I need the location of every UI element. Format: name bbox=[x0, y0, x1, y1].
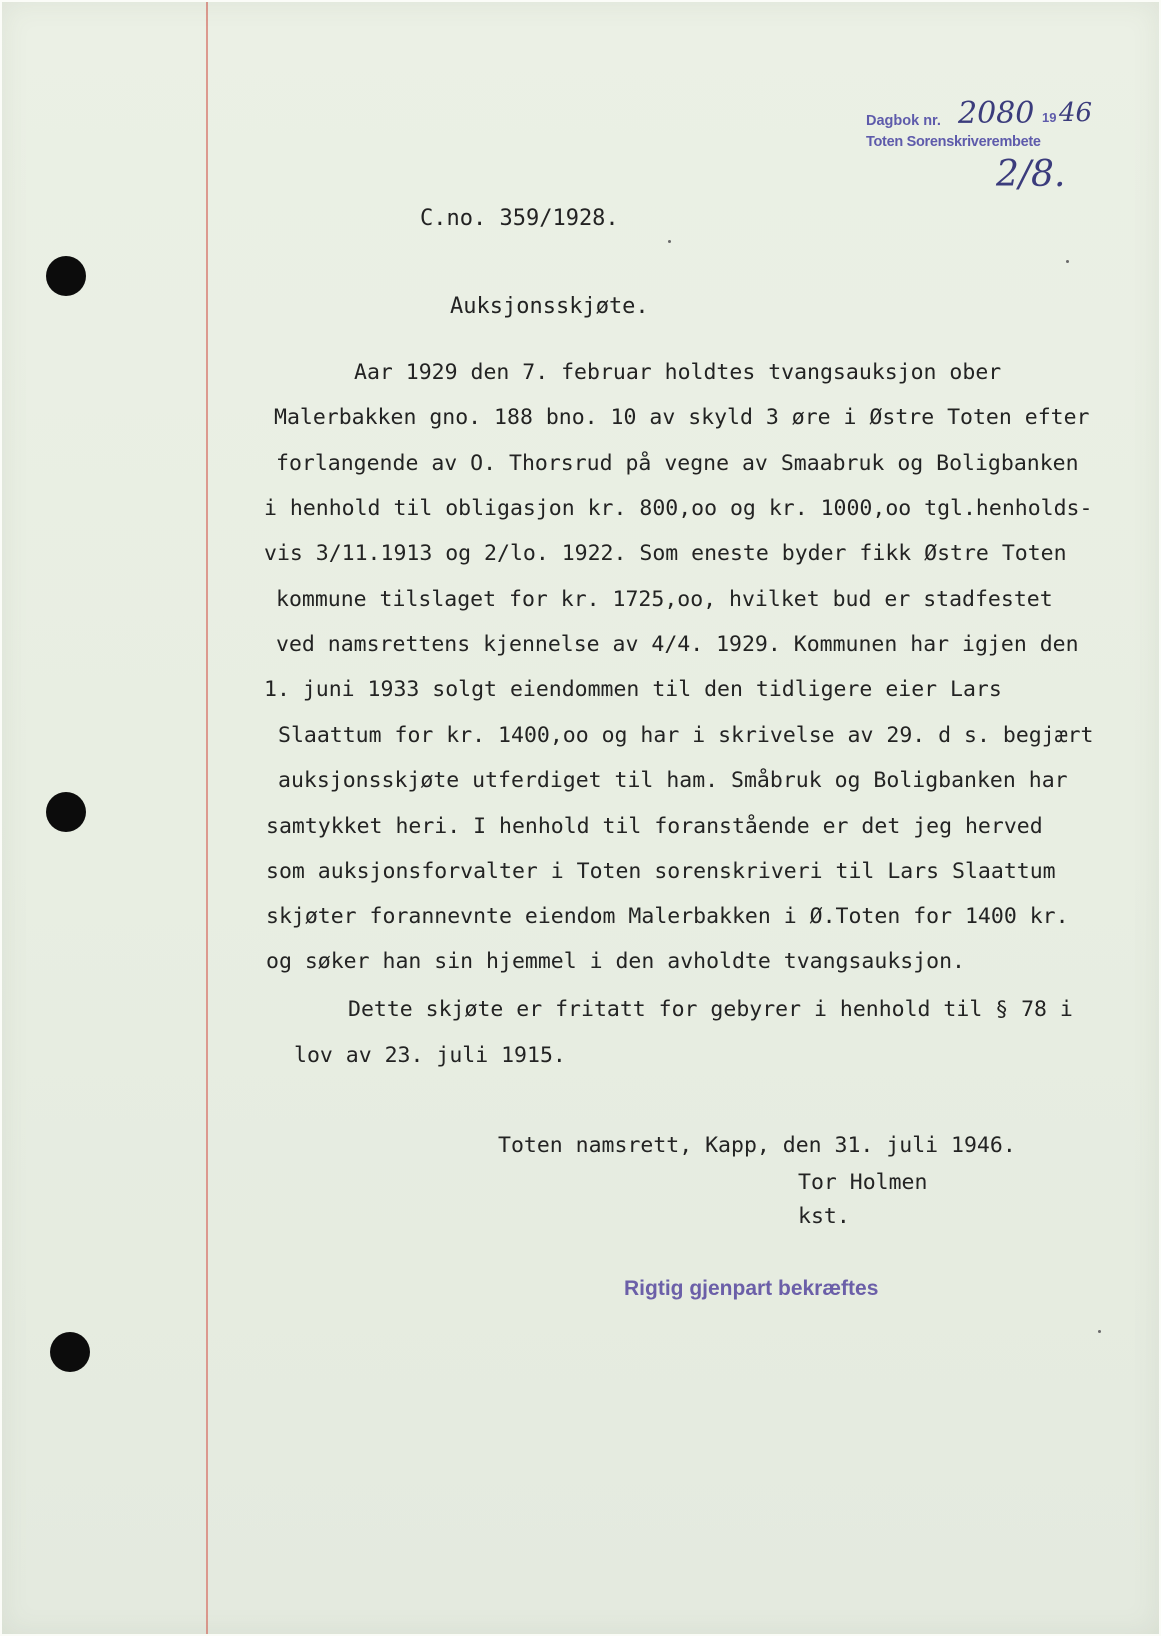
body-line: samtykket heri. I henhold til foranstående er det jeg herved bbox=[266, 814, 1043, 839]
body-line: Aar 1929 den 7. februar holdtes tvangsauksjon ober bbox=[354, 360, 1002, 385]
body-line: kommune tilslaget for kr. 1725,oo, hvilket bud er stadfestet bbox=[276, 587, 1053, 612]
case-number: C.no. 359/1928. bbox=[420, 206, 619, 231]
body-line: vis 3/11.1913 og 2/lo. 1922. Som eneste byder fikk Østre Toten bbox=[264, 541, 1067, 566]
body-line: 1. juni 1933 solgt eiendommen til den tidligere eier Lars bbox=[264, 677, 1002, 702]
dagbok-year-prefix: 19 bbox=[1042, 110, 1057, 125]
dagbok-year-handwritten: 46 bbox=[1059, 98, 1093, 128]
place-date: Toten namsrett, Kapp, den 31. juli 1946. bbox=[498, 1133, 1016, 1158]
body-line: Malerbakken gno. 188 bno. 10 av skyld 3 øre i Østre Toten efter bbox=[274, 405, 1090, 430]
body-line: auksjonsskjøte utferdiget til ham. Småbruk og Boligbanken har bbox=[278, 768, 1068, 793]
body-line: og søker han sin hjemmel i den avholdte tvangsauksjon. bbox=[266, 949, 965, 974]
document-title: Auksjonsskjøte. bbox=[450, 294, 649, 319]
signer-name: Tor Holmen bbox=[798, 1170, 928, 1195]
fee-line: Dette skjøte er fritatt for gebyrer i henhold til § 78 i bbox=[348, 997, 1073, 1022]
date-handwritten: 2/8. bbox=[996, 154, 1066, 195]
fee-line: lov av 23. juli 1915. bbox=[294, 1043, 566, 1068]
court-office-stamp: Toten Sorenskriverembete bbox=[866, 134, 1041, 150]
body-line: forlangende av O. Thorsrud på vegne av Smaabruk og Boligbanken bbox=[276, 451, 1079, 476]
body-line: Slaattum for kr. 1400,oo og har i skrivelse av 29. d s. begjært bbox=[278, 723, 1094, 748]
body-line: som auksjonsforvalter i Toten sorenskriveri til Lars Slaattum bbox=[266, 859, 1056, 884]
dagbok-number-handwritten: 2080 bbox=[958, 96, 1035, 131]
body-line: i henhold til obligasjon kr. 800,oo og kr. 1000,oo tgl.henholds- bbox=[264, 496, 1093, 521]
signer-title: kst. bbox=[798, 1204, 850, 1229]
body-line: skjøter forannevnte eiendom Malerbakken i Ø.Toten for 1400 kr. bbox=[266, 904, 1069, 929]
certification-stamp: Rigtig gjenpart bekræftes bbox=[624, 1277, 879, 1300]
body-line: ved namsrettens kjennelse av 4/4. 1929. Kommunen har igjen den bbox=[276, 632, 1079, 657]
dagbok-stamp-label: Dagbok nr. bbox=[866, 113, 941, 129]
